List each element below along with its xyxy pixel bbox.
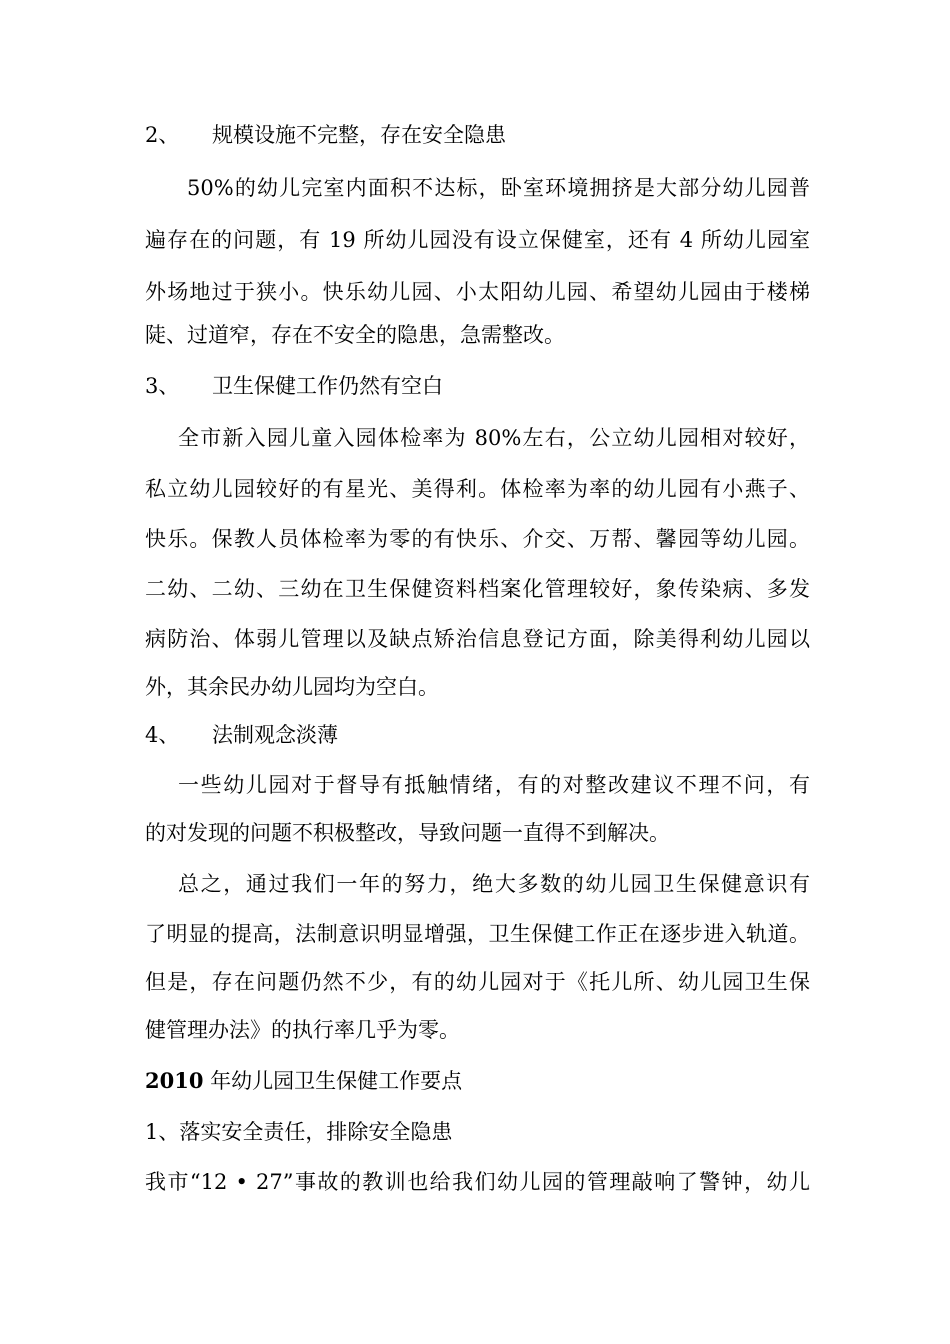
plan-title-text: 年幼儿园卫生保健工作要点: [203, 1069, 463, 1093]
section-3-line-4: 二幼、二幼、三幼在卫生保健资料档案化管理较好，象传染病、多发: [145, 577, 810, 601]
section-3-heading: [145, 371, 810, 401]
section-3-line-6: 外，其余民办幼儿园均为空白。: [145, 675, 439, 699]
plan-item-1-text: 我市“12 • 27”事故的教训也给我们幼儿园的管理敲响了警钟，幼儿: [145, 1170, 810, 1194]
section-4-heading: [145, 720, 810, 750]
plan-title-year: 2010: [145, 1068, 204, 1093]
summary-line-2: 了明显的提高，法制意识明显增强，卫生保健工作正在逐步进入轨道。: [145, 922, 810, 946]
summary-line-3: 但是，存在问题仍然不少，有的幼儿园对于《托儿所、幼儿园卫生保: [145, 970, 810, 994]
plan-item-1: 1、落实安全责任，排除安全隐患: [145, 1120, 453, 1144]
section-2-title: 规模设施不完整，存在安全隐患: [212, 123, 506, 147]
summary-line-4: 健管理办法》的执行率几乎为零。: [145, 1018, 460, 1042]
section-2-line-3: 外场地过于狭小。快乐幼儿园、小太阳幼儿园、希望幼儿园由于楼梯: [145, 280, 810, 304]
section-3-line-3: 快乐。保教人员体检率为零的有快乐、介交、万帮、馨园等幼儿园。: [145, 527, 810, 551]
summary-line-1: 总之，通过我们一年的努力，绝大多数的幼儿园卫生保健意识有: [178, 872, 810, 896]
section-3-line-1: 全市新入园儿童入园体检率为 80%左右，公立幼儿园相对较好，: [178, 426, 810, 450]
section-3-line-2: 私立幼儿园较好的有星光、美得利。体检率为率的幼儿园有小燕子、: [145, 477, 810, 501]
section-4-line-1: 一些幼儿园对于督导有抵触情绪，有的对整改建议不理不问，有: [178, 773, 810, 797]
section-3-number: 3、: [145, 374, 180, 398]
section-4-number: 4、: [145, 723, 180, 747]
section-4-title: 法制观念淡薄: [212, 723, 338, 747]
section-2-line-2: 遍存在的问题，有 19 所幼儿园没有设立保健室，还有 4 所幼儿园室: [145, 228, 810, 252]
section-3-line-5: 病防治、体弱儿管理以及缺点矫治信息登记方面，除美得利幼儿园以: [145, 627, 810, 651]
plan-title: [145, 1066, 810, 1096]
section-3-title: 卫生保健工作仍然有空白: [212, 374, 443, 398]
section-2-line-1: 50%的幼儿完室内面积不达标，卧室环境拥挤是大部分幼儿园普: [187, 176, 810, 200]
section-4-line-2: 的对发现的问题不积极整改，导致问题一直得不到解决。: [145, 821, 670, 845]
section-2-heading: [145, 120, 810, 150]
section-2-number: 2、: [145, 123, 180, 147]
section-2-line-4: 陡、过道窄，存在不安全的隐患，急需整改。: [145, 323, 565, 347]
